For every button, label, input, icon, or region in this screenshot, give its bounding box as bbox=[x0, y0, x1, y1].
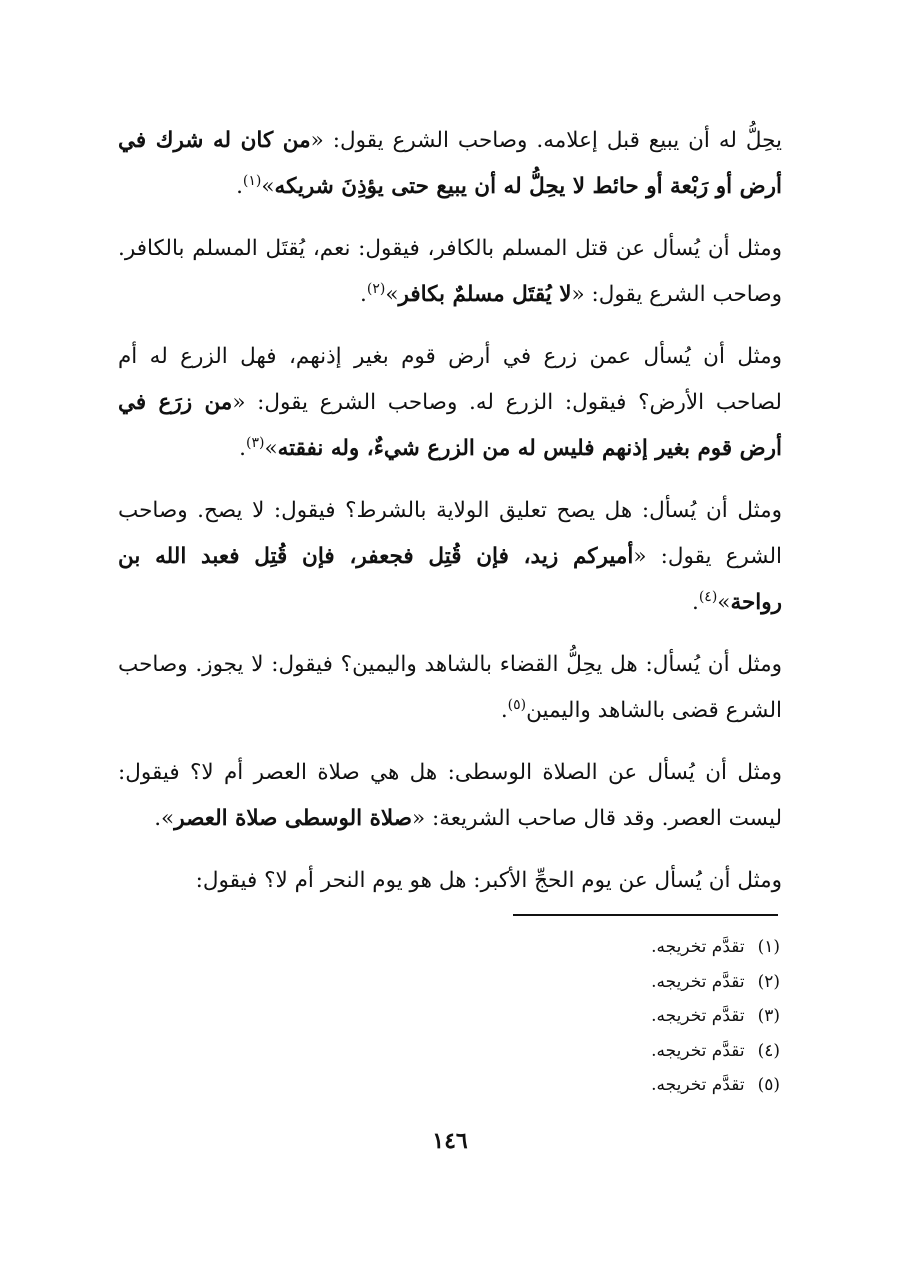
paragraph-7 bbox=[118, 858, 782, 904]
footnote-item bbox=[118, 930, 780, 965]
paragraph-text: يحِلُّ له أن يبيع قبل إعلامه. وصاحب الشرع يقول: « bbox=[310, 128, 782, 153]
footnote-item bbox=[118, 1068, 780, 1103]
sentence-end: . bbox=[239, 436, 246, 461]
paragraph-6 bbox=[118, 750, 782, 842]
paragraph-4 bbox=[118, 488, 782, 626]
quote-close: » bbox=[261, 174, 275, 199]
quote-close: » bbox=[161, 806, 175, 831]
sentence-end: . bbox=[691, 590, 699, 615]
hadith-quote: لا يُقتَل مسلمٌ بكافر bbox=[398, 282, 572, 307]
paragraph-1 bbox=[118, 118, 782, 210]
footnote-marker: (٣) bbox=[757, 1006, 780, 1026]
footnote-item bbox=[118, 965, 780, 1000]
footnote-ref: (٢) bbox=[366, 280, 386, 297]
footnote-marker: (١) bbox=[757, 937, 780, 957]
footnote-divider bbox=[513, 914, 778, 916]
footnote-text: تقدَّم تخريجه. bbox=[651, 1006, 745, 1026]
paragraph-text: ومثل أن يُسأل عن قتل المسلم بالكافر، فيقول: نعم، يُقتَل المسلم بالكافر. وصاحب الشرع يقول: « bbox=[118, 236, 782, 307]
sentence-end: . bbox=[360, 282, 367, 307]
footnote-item bbox=[118, 1034, 780, 1069]
page-number: ١٤٦ bbox=[432, 1128, 468, 1154]
paragraph-3 bbox=[118, 334, 782, 472]
paragraph-2 bbox=[118, 226, 782, 318]
paragraph-text: ومثل أن يُسأل عن الصلاة الوسطى: هل هي صلاة العصر أم لا؟ فيقول: ليست العصر. وقد قال صاحب الشريعة: « bbox=[118, 760, 782, 831]
quote-close: » bbox=[385, 282, 399, 307]
hadith-quote: صلاة الوسطى صلاة العصر bbox=[174, 806, 412, 831]
footnote-item bbox=[118, 999, 780, 1034]
paragraph-text: ومثل أن يُسأل عن يوم الحجِّ الأكبر: هل هو يوم النحر أم لا؟ فيقول: bbox=[195, 868, 782, 893]
footnote-ref: (٤) bbox=[698, 588, 718, 605]
footnote-ref: (٥) bbox=[507, 696, 527, 713]
paragraph-text: ومثل أن يُسأل: هل يصح تعليق الولاية بالشرط؟ فيقول: لا يصح. وصاحب الشرع يقول: « bbox=[118, 498, 782, 569]
footnote-text: تقدَّم تخريجه. bbox=[651, 971, 745, 992]
footnote-marker: (٥) bbox=[757, 1075, 780, 1095]
hadith-quote: أميركم زيد، فإن قُتِل فجعفر، فإن قُتِل فعبد الله بن رواحة bbox=[118, 544, 782, 615]
footnote-text: تقدَّم تخريجه. bbox=[651, 1040, 745, 1061]
sentence-end: . bbox=[236, 174, 243, 199]
footnote-text: تقدَّم تخريجه. bbox=[651, 1075, 745, 1095]
sentence-end: . bbox=[500, 698, 508, 723]
footnote-ref: (١) bbox=[242, 172, 262, 189]
main-text bbox=[118, 118, 782, 920]
paragraph-text: ومثل أن يُسأل عمن زرع في أرض قوم بغير إذنهم، فهل الزرع له أم لصاحب الأرض؟ فيقول: الزرع له. وصاحب الشرع يقول: « bbox=[118, 344, 782, 415]
sentence-end: . bbox=[154, 806, 162, 831]
paragraph-text: ومثل أن يُسأل: هل يحِلُّ القضاء بالشاهد واليمين؟ فيقول: لا يجوز. وصاحب الشرع قضى بالشاهد واليمين bbox=[118, 652, 782, 723]
hadith-quote: من كان له شرك في أرض أو رَبْعة أو حائط لا يحِلُّ له أن يبيع حتى يؤذِنَ شريكه bbox=[118, 128, 782, 199]
footnotes-list bbox=[118, 930, 780, 1103]
footnote-text: تقدَّم تخريجه. bbox=[651, 937, 745, 957]
hadith-quote: من زرَع في أرض قوم بغير إذنهم فليس له من الزرع شيءٌ، وله نفقته bbox=[118, 390, 782, 461]
footnote-marker: (٢) bbox=[757, 971, 780, 992]
footnote-ref: (٣) bbox=[245, 434, 265, 451]
quote-close: » bbox=[264, 436, 278, 461]
paragraph-5 bbox=[118, 642, 782, 734]
quote-close: » bbox=[717, 590, 731, 615]
footnote-marker: (٤) bbox=[757, 1040, 780, 1061]
